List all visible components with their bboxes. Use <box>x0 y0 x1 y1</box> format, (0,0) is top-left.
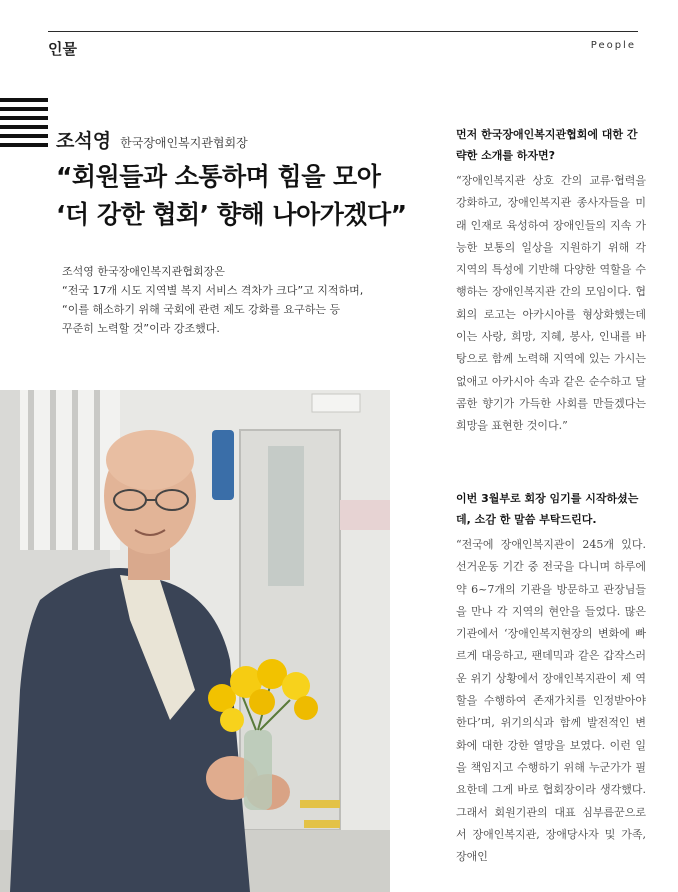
article-headline <box>56 158 407 234</box>
person-name: 조석영 <box>56 130 112 152</box>
person-byline <box>56 126 248 153</box>
person-title: 한국장애인복지관협회장 <box>120 136 248 150</box>
header-rule <box>48 31 638 32</box>
interview-question: 이번 3월부로 회장 임기를 시작하셨는데, 소감 한 말씀 부탁드린다. <box>456 492 639 526</box>
interview-answer: “장애인복지관 상호 간의 교류·협력을 강화하고, 장애인복지관 종사자들을 미래 인재로 육성하여 장애인들의 지속 가능한 보통의 일상을 지원하기 위해 각 지역의 특성에 기반해 다양한 역할을 수행하는 장애인복지관 간의 모임이다. 협회의 로고는 아카시아를 형상화했는데 이는 사랑, 희망, 지혜, 봉사, 인내를 바탕으로 함께 노력해 지역에 있는 가시는 없애고 아카시아 속과 같은 순수하고 달콤한 향기가 가득한 사회를 만들겠다는 희망을 표현한 것이다.” <box>456 174 646 433</box>
headline-line-1: “회원들과 소통하며 힘을 모아 <box>56 162 381 191</box>
interview-answer: “전국에 장애인복지관이 245개 있다. 선거운동 기간 중 전국을 다니며 하루에 약 6~7개의 기관을 방문하고 관장님들을 만나 각 지역의 현안을 들었다. 많은 기관에서 ‘장애인복지현장의 변화에 빠르게 대응하고, 팬데믹과 같은 갑작스러운 위기 상황에서 장애인복지관이 제 역할을 수행하여 존재가치를 인정받아야 한다’며, 위기의식과 함께 발전적인 변화에 대한 강한 열망을 보였다. 이런 일을 책임지고 수행하기 위해 누군가가 필요한데 그게 바로 협회장이라 생각했다. 그래서 회원기관의 대표 심부름꾼으로서 장애인복지관, 장애당사자 및 가족, 장애인 <box>456 538 646 864</box>
portrait-photo <box>0 390 390 892</box>
summary-line: 조석영 한국장애인복지관협회장은 <box>62 265 225 278</box>
decorative-stripes <box>0 98 48 150</box>
interview-question: 먼저 한국장애인복지관협회에 대한 간략한 소개를 하자면? <box>456 128 638 162</box>
section-label-english: People <box>590 40 636 51</box>
article-summary <box>62 262 392 338</box>
summary-line: “이를 해소하기 위해 국회에 관련 제도 강화를 요구하는 등 <box>62 303 341 316</box>
headline-line-2: ‘더 강한 협회’ 향해 나아가겠다” <box>56 200 407 229</box>
interview-column <box>456 124 646 868</box>
summary-line: “전국 17개 시도 지역별 복지 서비스 격차가 크다”고 지적하며, <box>62 284 364 297</box>
summary-line: 꾸준히 노력할 것”이라 강조했다. <box>62 322 220 335</box>
section-label: 인물 <box>48 40 77 58</box>
